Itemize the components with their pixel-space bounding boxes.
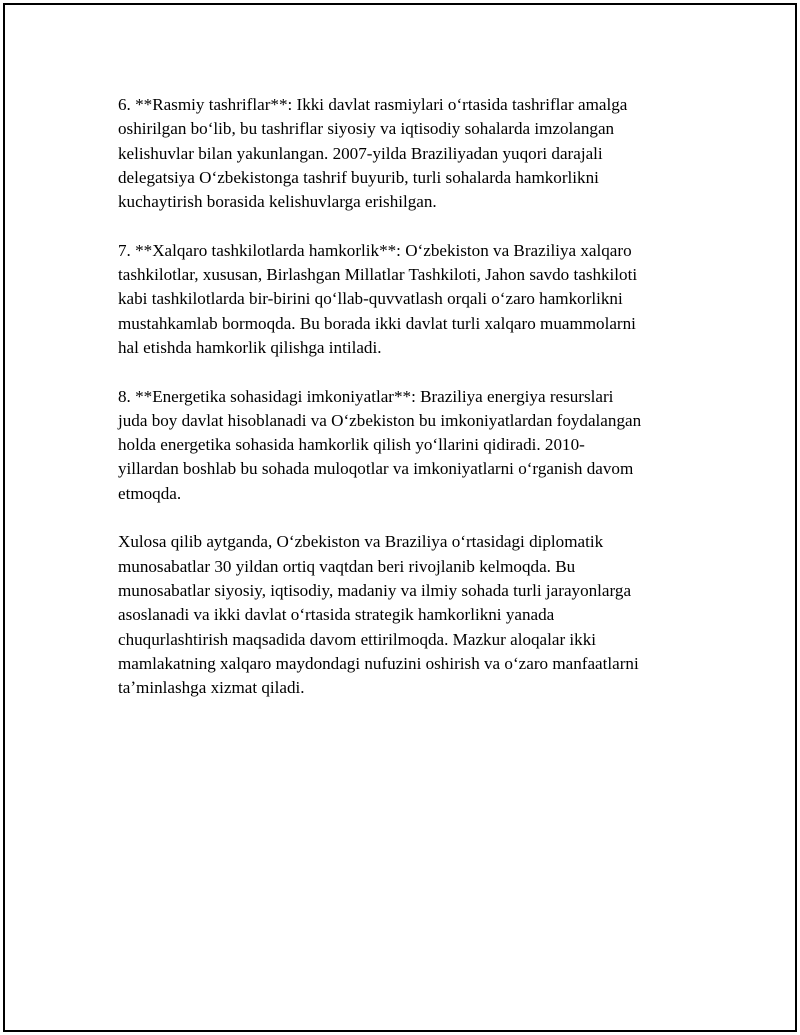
text-line: juda boy davlat hisoblanadi va Oʻzbekiston bu imkoniyatlardan foydalangan	[118, 410, 642, 430]
text-line: oshirilgan boʻlib, bu tashriflar siyosiy va iqtisodiy sohalarda imzolangan	[118, 119, 615, 139]
document-body	[118, 93, 708, 725]
paragraph-official-visits	[118, 93, 708, 214]
text-line: yillardan boshlab bu sohada muloqotlar va imkoniyatlarni oʻrganish davom	[118, 459, 634, 479]
text-line: 7. **Xalqaro tashkilotlarda hamkorlik**: Oʻzbekiston va Braziliya xalqaro	[118, 240, 632, 260]
text-line: 8. **Energetika sohasidagi imkoniyatlar**: Braziliya energiya resurslari	[118, 386, 614, 406]
paragraph-conclusion	[118, 530, 708, 700]
text-line: Xulosa qilib aytganda, Oʻzbekiston va Braziliya oʻrtasidagi diplomatik	[118, 532, 604, 552]
text-line: munosabatlar 30 yildan ortiq vaqtdan beri rivojlanib kelmoqda. Bu	[118, 556, 576, 576]
text-line: hal etishda hamkorlik qilishga intiladi.	[118, 337, 382, 357]
text-line: asoslanadi va ikki davlat oʻrtasida strategik hamkorlikni yanada	[118, 605, 555, 625]
text-line: mamlakatning xalqaro maydondagi nufuzini oshirish va oʻzaro manfaatlarni	[118, 653, 639, 673]
text-line: mustahkamlab bormoqda. Bu borada ikki davlat turli xalqaro muammolarni	[118, 313, 636, 333]
paragraph-energy-opportunities	[118, 385, 708, 506]
paragraph-international-organizations	[118, 239, 708, 360]
text-line: kabi tashkilotlarda bir-birini qoʻllab-quvvatlash orqali oʻzaro hamkorlikni	[118, 289, 623, 309]
text-line: munosabatlar siyosiy, iqtisodiy, madaniy va ilmiy sohada turli jarayonlarga	[118, 580, 632, 600]
text-line: holda energetika sohasida hamkorlik qilish yoʻllarini qidiradi. 2010-	[118, 435, 585, 455]
text-line: delegatsiya Oʻzbekistonga tashrif buyurib, turli sohalarda hamkorlikni	[118, 167, 599, 187]
text-line: 6. **Rasmiy tashriflar**: Ikki davlat rasmiylari oʻrtasida tashriflar amalga	[118, 95, 628, 114]
text-line: etmoqda.	[118, 483, 182, 503]
text-line: chuqurlashtirish maqsadida davom ettirilmoqda. Mazkur aloqalar ikki	[118, 629, 597, 649]
text-line: kuchaytirish borasida kelishuvlarga erishilgan.	[118, 192, 437, 212]
text-line: tashkilotlar, xususan, Birlashgan Millatlar Tashkiloti, Jahon savdo tashkiloti	[118, 265, 638, 285]
text-line: taʼminlashga xizmat qiladi.	[118, 678, 305, 698]
text-line: kelishuvlar bilan yakunlangan. 2007-yilda Braziliyadan yuqori darajali	[118, 143, 603, 163]
